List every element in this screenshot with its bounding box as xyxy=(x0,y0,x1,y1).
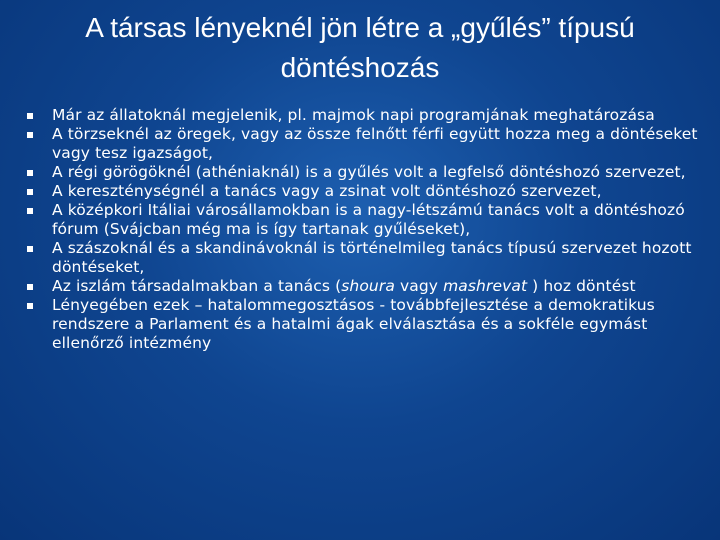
bullet-text: Lényegében ezek – hatalommegosztásos - továbbfejlesztése a demokratikus rendszere a Parlament és a hatalmi ágak elválasztása és a sokféle egymást ellenőrző intézmény xyxy=(52,296,655,352)
square-bullet-icon xyxy=(27,189,33,195)
bullet-text: A régi görögöknél (athéniaknál) is a gyűlés volt a legfelső döntéshozó szervezet, xyxy=(52,163,686,181)
square-bullet-icon xyxy=(27,132,33,138)
bullet-text: Már az állatoknál megjelenik, pl. majmok napi programjának meghatározása xyxy=(52,106,655,124)
bullet-text: A törzseknél az öregek, vagy az össze felnőtt férfi együtt hozza meg a döntéseket vagy tesz igazságot, xyxy=(52,125,698,162)
bullet-item xyxy=(26,201,716,239)
square-bullet-icon xyxy=(27,208,33,214)
square-bullet-icon xyxy=(27,170,33,176)
bullet-item xyxy=(26,239,716,277)
bullet-item xyxy=(26,182,716,201)
bullet-item xyxy=(26,163,716,182)
square-bullet-icon xyxy=(27,246,33,252)
slide-title: A társas lényeknél jön létre a „gyűlés” típusú döntéshozás xyxy=(85,12,635,83)
square-bullet-icon xyxy=(27,284,33,290)
term-shoura: shoura xyxy=(341,277,395,295)
bullet-item xyxy=(26,296,716,353)
bullet-text-mid: vagy xyxy=(394,277,444,295)
bullet-text-start: Az iszlám társadalmakban a tanács ( xyxy=(52,277,342,295)
square-bullet-icon xyxy=(27,303,33,309)
square-bullet-icon xyxy=(27,113,33,119)
term-mashrevat: mashrevat xyxy=(443,277,528,295)
bullet-text-end: ) hoz döntést xyxy=(527,277,636,295)
bullet-item xyxy=(26,125,716,163)
bullet-text: A középkori Itáliai városállamokban is a nagy-létszámú tanács volt a döntéshozó fórum (Svájcban még ma is így tartanak gyűléseket), xyxy=(52,201,685,238)
bullet-list xyxy=(26,106,716,353)
bullet-item xyxy=(26,277,716,296)
bullet-text: A kereszténységnél a tanács vagy a zsinat volt döntéshozó szervezet, xyxy=(52,182,602,200)
bullet-item xyxy=(26,106,716,125)
bullet-text: A szászoknál és a skandinávoknál is történelmileg tanács típusú szervezet hozott döntéseket, xyxy=(52,239,692,276)
